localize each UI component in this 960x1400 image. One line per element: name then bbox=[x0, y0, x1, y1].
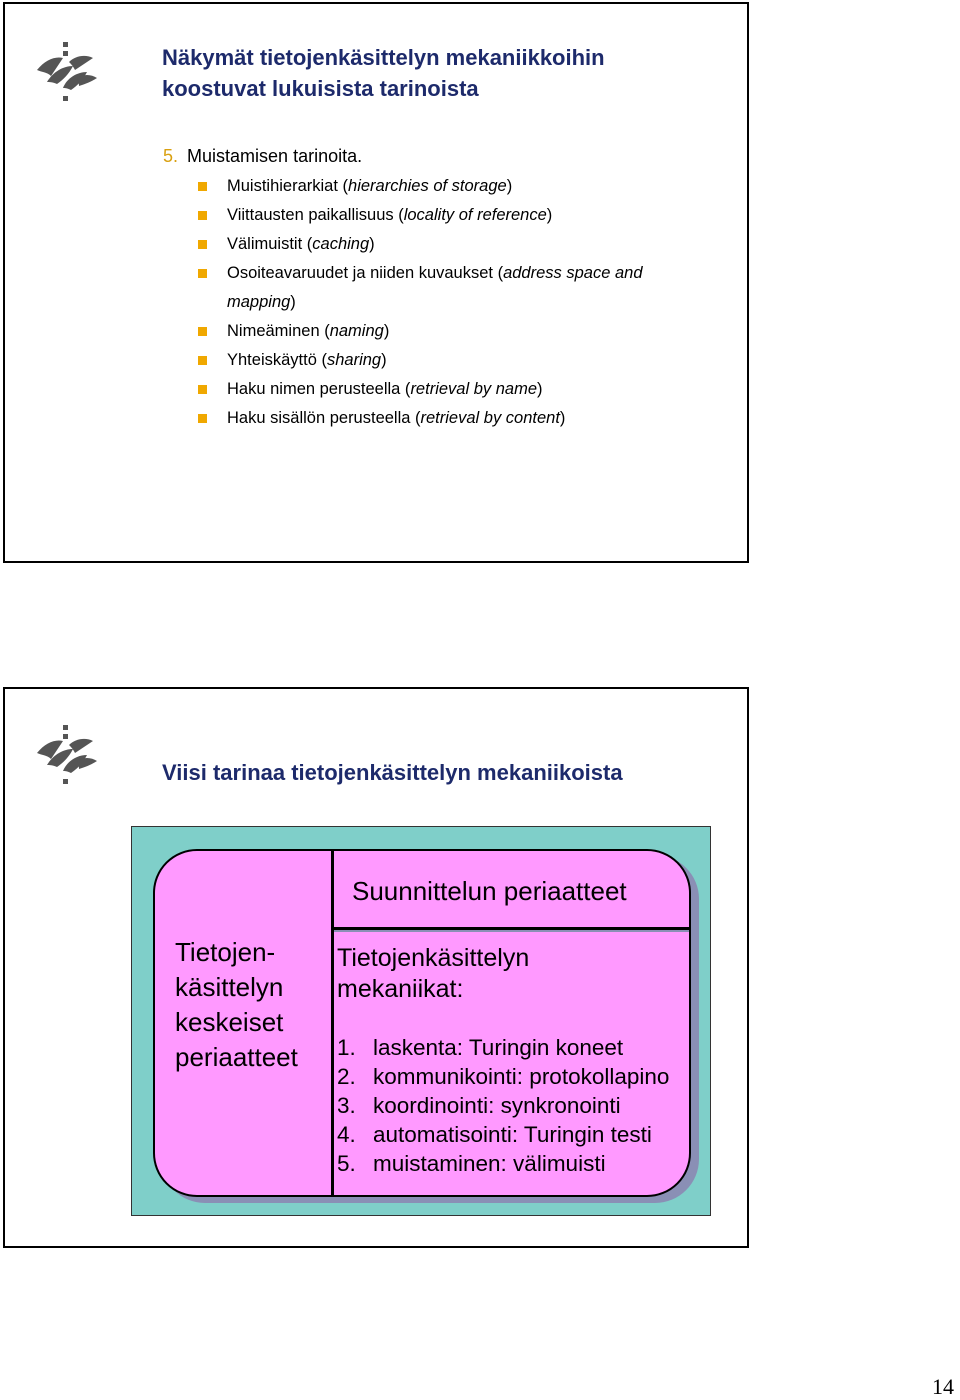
mechanics-heading: Tietojenkäsittelyn mekaniikat: bbox=[337, 944, 530, 1003]
university-flame-logo bbox=[33, 725, 99, 787]
list-item: Haku nimen perusteella (retrieval by name) bbox=[195, 375, 727, 404]
slide-2 bbox=[3, 687, 749, 1248]
list-item: Yhteiskäyttö (sharing) bbox=[195, 346, 727, 375]
square-bullet-icon bbox=[198, 414, 207, 423]
list-item: 1. laskenta: Turingin koneet bbox=[337, 1035, 624, 1060]
square-bullet-icon bbox=[198, 269, 207, 278]
list-item: 3. koordinointi: synkronointi bbox=[337, 1093, 621, 1118]
list-item: 5. muistaminen: välimuisti bbox=[337, 1151, 606, 1176]
core-principles-label: Tietojen- käsittelyn keskeiset periaatteet bbox=[175, 937, 298, 1072]
square-bullet-icon bbox=[198, 327, 207, 336]
slide-2-title: Viisi tarinaa tietojenkäsittelyn mekaniikoista bbox=[162, 760, 623, 785]
list-item: Muistihierarkiat (hierarchies of storage) bbox=[195, 172, 727, 201]
list-item: Osoiteavaruudet ja niiden kuvaukset (address space and mapping) bbox=[195, 259, 727, 317]
title-line-2: koostuvat lukuisista tarinoista bbox=[162, 76, 479, 101]
list-item: Nimeäminen (naming) bbox=[195, 317, 727, 346]
square-bullet-icon bbox=[198, 240, 207, 249]
list-item: Välimuistit (caching) bbox=[195, 230, 727, 259]
divider-vertical bbox=[331, 851, 334, 1195]
list-item: 4. automatisointi: Turingin testi bbox=[337, 1122, 652, 1147]
title-line-1: Näkymät tietojenkäsittelyn mekaniikkoihin bbox=[162, 45, 605, 70]
heading-number: 5. bbox=[163, 146, 179, 166]
square-bullet-icon bbox=[198, 182, 207, 191]
list-item: Haku sisällön perusteella (retrieval by content) bbox=[195, 404, 727, 433]
page-number: 14 bbox=[932, 1374, 954, 1399]
bullet-list bbox=[195, 172, 727, 433]
mechanics-list bbox=[337, 1033, 669, 1178]
list-item: 2. kommunikointi: protokollapino bbox=[337, 1064, 670, 1089]
square-bullet-icon bbox=[198, 211, 207, 220]
heading-text: Muistamisen tarinoita. bbox=[187, 146, 363, 166]
diagram-box bbox=[153, 849, 691, 1197]
slide-1 bbox=[3, 2, 749, 563]
square-bullet-icon bbox=[198, 356, 207, 365]
university-flame-logo bbox=[33, 42, 99, 104]
design-principles-heading: Suunnittelun periaatteet bbox=[352, 876, 627, 906]
square-bullet-icon bbox=[198, 385, 207, 394]
slide-1-title bbox=[162, 42, 605, 104]
numbered-heading bbox=[163, 145, 362, 167]
divider-horizontal bbox=[334, 927, 689, 930]
list-item: Viittausten paikallisuus (locality of reference) bbox=[195, 201, 727, 230]
